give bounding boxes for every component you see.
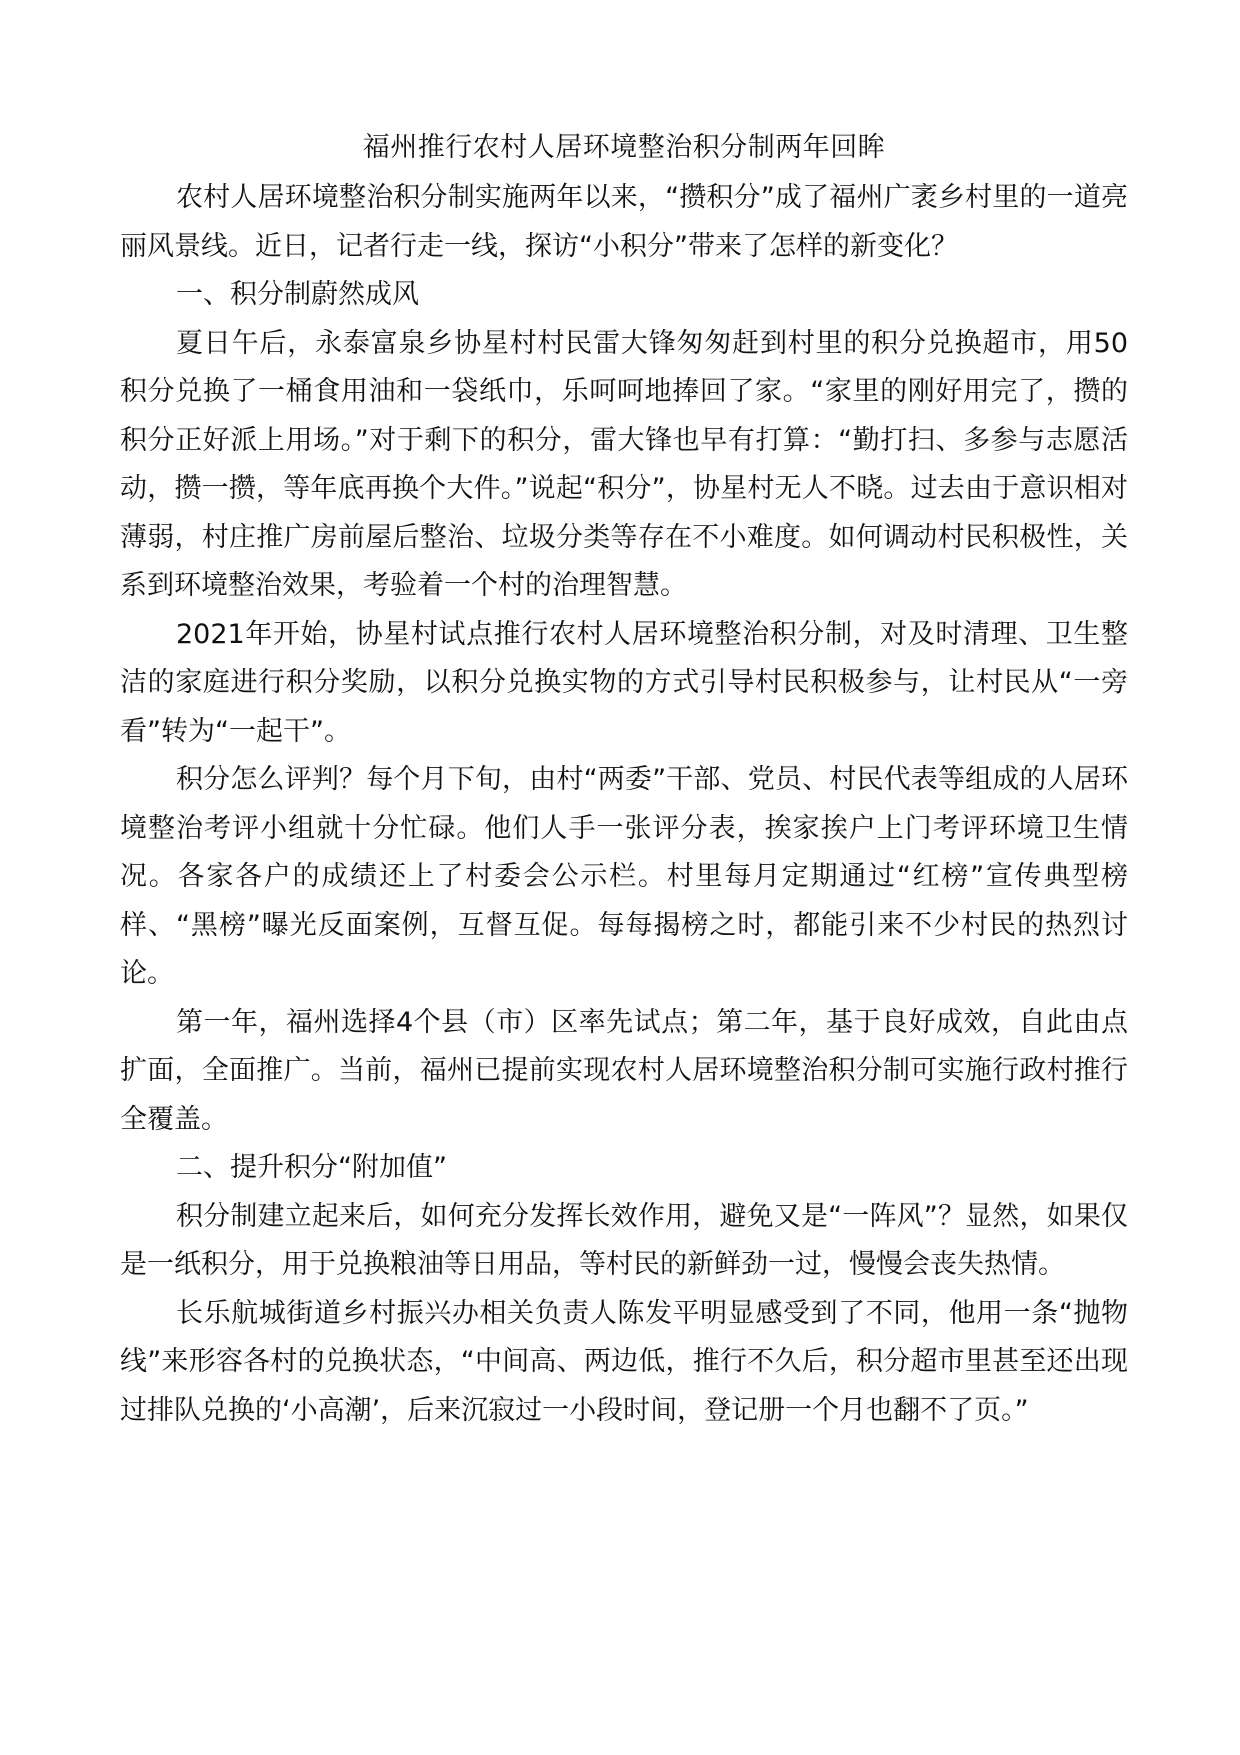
paragraph-body: 2021年开始，协星村试点推行农村人居环境整治积分制，对及时清理、卫生整洁的家庭进行积分奖励，以积分兑换实物的方式引导村民积极参与，让村民从“一旁看”转为“一起干”。 — [120, 618, 1128, 747]
document-title: 福州推行农村人居环境整治积分制两年回眸 — [362, 132, 886, 163]
paragraph-body: 第一年，福州选择4个县（市）区率先试点；第二年，基于良好成效，自此由点扩面，全面推广。当前，福州已提前实现农村人居环境整治积分制可实施行政村推行全覆盖。 — [120, 1006, 1128, 1135]
paragraph-body: 积分怎么评判？每个月下旬，由村“两委”干部、党员、村民代表等组成的人居环境整治考评小组就十分忙碌。他们人手一张评分表，挨家挨户上门考评环境卫生情况。各家各户的成绩还上了村委会公示栏。村里每月定期通过“红榜”宣传典型榜样、“黑榜”曝光反面案例，互督互促。每每揭榜之时，都能引来不少村民的热烈讨论。 — [120, 764, 1128, 989]
paragraph-body: 夏日午后，永泰富泉乡协星村村民雷大锋匆匆赶到村里的积分兑换超市，用50积分兑换了一桶食用油和一袋纸巾，乐呵呵地捧回了家。“家里的刚好用完了，攒的积分正好派上用场。”对于剩下的积分，雷大锋也早有打算：“勤打扫、多参与志愿活动，攒一攒，等年底再换个大件。”说起“积分”，协星村无人不晓。过去由于意识相对薄弱，村庄推广房前屋后整治、垃圾分类等存在不小难度。如何调动村民积极性，关系到环境整治效果，考验着一个村的治理智慧。 — [120, 327, 1128, 601]
paragraph-intro: 农村人居环境整治积分制实施两年以来，“攒积分”成了福州广袤乡村里的一道亮丽风景线。近日，记者行走一线，探访“小积分”带来了怎样的新变化？ — [120, 182, 1128, 262]
paragraph-body: 长乐航城街道乡村振兴办相关负责人陈发平明显感受到了不同，他用一条“抛物线”来形容各村的兑换状态，“中间高、两边低，推行不久后，积分超市里甚至还出现过排队兑换的‘小高潮’，后来沉寂过一小段时间，登记册一个月也翻不了页。” — [120, 1297, 1128, 1426]
paragraph-body: 积分制建立起来后，如何充分发挥长效作用，避免又是“一阵风”？显然，如果仅是一纸积分，用于兑换粮油等日用品，等村民的新鲜劲一过，慢慢会丧失热情。 — [120, 1200, 1128, 1280]
section-heading-2: 二、提升积分“附加值” — [176, 1152, 447, 1183]
section-heading-1: 一、积分制蔚然成风 — [176, 279, 419, 310]
